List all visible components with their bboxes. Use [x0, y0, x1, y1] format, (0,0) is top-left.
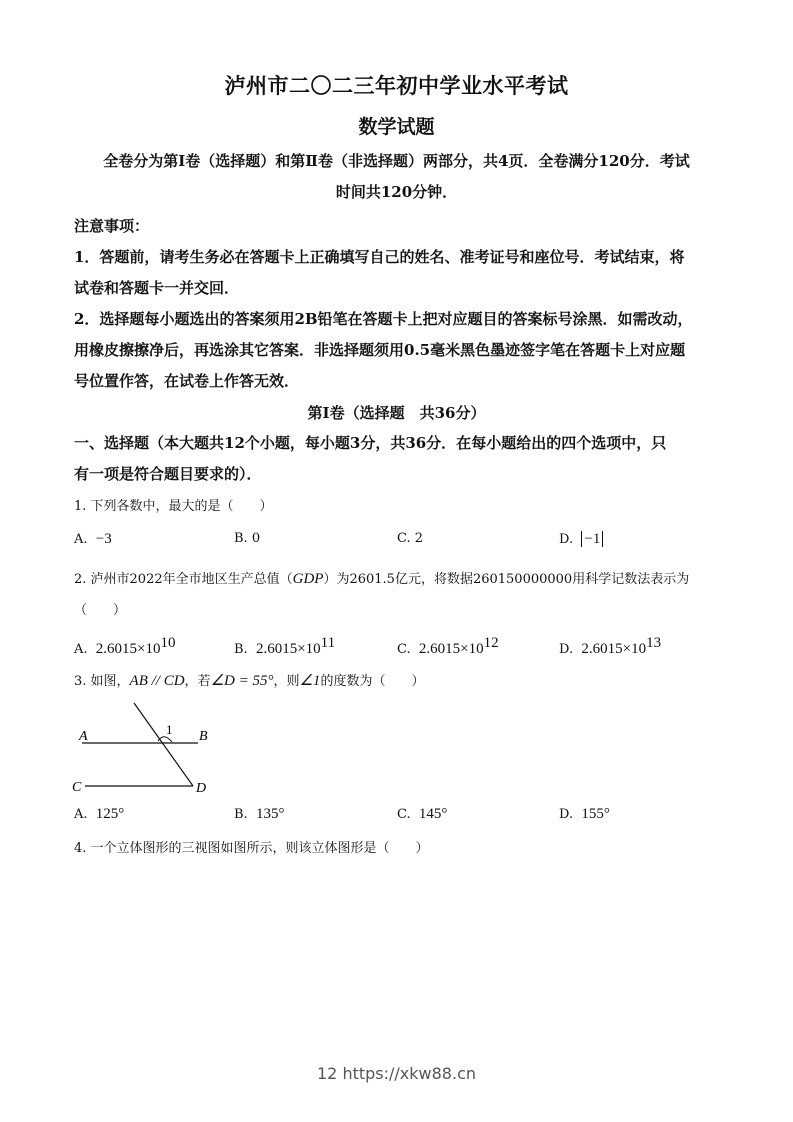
q2-option-d: D. $2.6015\times 10^{13}$ [559, 635, 662, 657]
intro-line-1: 全卷分为第Ⅰ卷（选择题）和第Ⅱ卷（非选择题）两部分，共4页．全卷满分120分．考试 [103, 152, 690, 170]
q3-option-a: A. 125° [74, 806, 125, 822]
footer-watermark: 12 https://xkw88.cn [317, 1064, 476, 1083]
q2-option-a: A. $2.6015\times 10^{10}$ [74, 635, 176, 657]
q3-option-b: B. 135° [234, 806, 285, 822]
section-instruction-line-1: 一、选择题（本大题共12个小题，每小题3分，共36分．在每小题给出的四个选项中，只 [74, 434, 667, 452]
q1-option-a: A. −3 [74, 531, 112, 547]
q2-option-b: B. $2.6015\times 10^{11}$ [234, 635, 336, 657]
question-4-stem: 4. 一个立体图形的三视图如图所示，则该立体图形是（ ） [74, 841, 429, 856]
point-d-label: D [196, 781, 207, 796]
section-instruction-line-2: 有一项是符合题目要求的）． [74, 465, 262, 483]
notice-item-2-line-1: 2．选择题每小题选出的答案须用2B铅笔在答题卡上把对应题目的答案标号涂黑．如需改动， [74, 310, 693, 328]
intro-line-2: 时间共120分钟． [335, 183, 458, 201]
transversal-line [134, 703, 193, 786]
question-3-stem: 3. 如图，AB // CD，若∠D = 55°，则∠1的度数为（ ） [74, 673, 425, 689]
point-c-label: C [72, 780, 82, 795]
notice-item-1-line-2: 试卷和答题卡一并交回． [74, 279, 240, 297]
q1-option-c: C. 2 [397, 531, 424, 546]
question-1-stem: 1. 下列各数中，最大的是（ ） [74, 499, 273, 514]
point-a-label: A [79, 729, 88, 744]
q1-option-d: D. −1 [559, 531, 603, 548]
angle-1-label: 1 [166, 722, 173, 737]
notice-item-1-line-1: 1．答题前，请考生务必在答题卡上正确填写自己的姓名、准考证号和座位号．考试结束，将 [74, 248, 685, 266]
parallel-lines-figure [60, 695, 240, 800]
exam-subtitle: 数学试题 [358, 116, 435, 138]
point-b-label: B [199, 729, 208, 744]
exam-title: 泸州市二〇二三年初中学业水平考试 [224, 73, 569, 98]
absolute-value: −1 [581, 531, 603, 547]
question-2-stem-line-2: （ ） [74, 603, 127, 618]
q3-option-c: C. 145° [397, 806, 448, 822]
question-2-stem: 2. 泸州市2022年全市地区生产总值（GDP）为2601.5亿元，将数据260150000000用科学记数法表示为 [74, 571, 690, 587]
section-heading: 第Ⅰ卷（选择题 共36分） [307, 404, 486, 422]
q1-option-b: B. 0 [234, 531, 261, 546]
q2-option-c: C. $2.6015\times 10^{12}$ [397, 635, 499, 657]
notice-item-2-line-3: 号位置作答，在试卷上作答无效． [74, 372, 300, 390]
q3-option-d: D. 155° [559, 806, 610, 822]
notice-item-2-line-2: 用橡皮擦擦净后，再选涂其它答案．非选择题须用0.5毫米黑色墨迹签字笔在答题卡上对应题 [74, 341, 686, 359]
notice-heading: 注意事项： [74, 217, 150, 235]
